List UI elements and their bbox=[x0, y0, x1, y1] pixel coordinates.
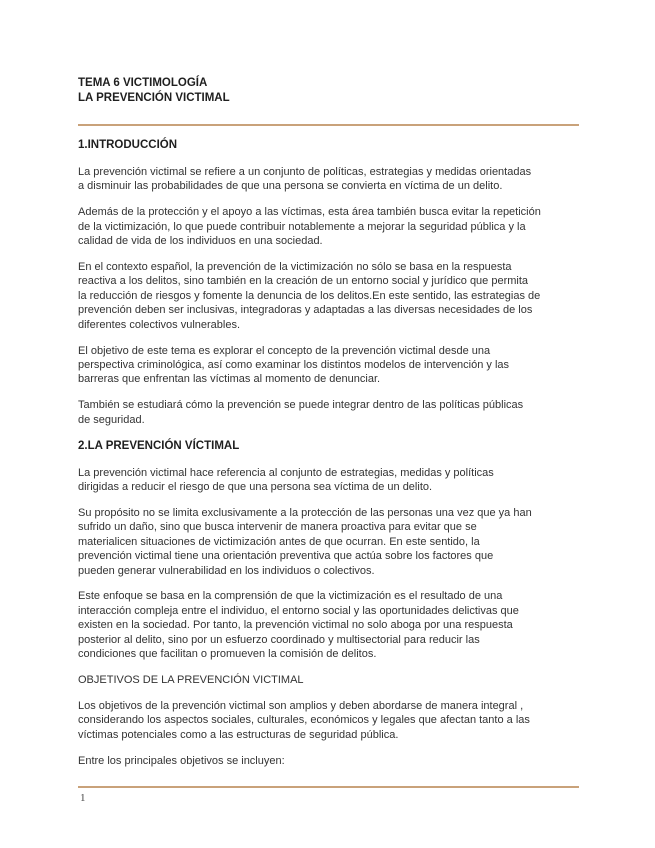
text-line: En el contexto español, la prevención de la victimización no sólo se basa en la respuesta bbox=[78, 261, 512, 274]
document-header bbox=[78, 76, 578, 106]
text-line: de seguridad. bbox=[78, 413, 145, 426]
text-line: sufrido un daño, sino que busca intervenir de manera proactiva para evitar que se bbox=[78, 521, 477, 534]
text-line: condiciones que facilitan o promueven la comisión de delitos. bbox=[78, 648, 377, 661]
text-line: diferentes colectivos vulnerables. bbox=[78, 318, 241, 331]
text-line: Los objetivos de la prevención victimal son amplios y deben abordarse de manera integral , bbox=[78, 699, 524, 712]
section-heading-introduccion: 1.INTRODUCCIÓN bbox=[78, 139, 178, 151]
text-line: Entre los principales objetivos se incluyen: bbox=[78, 754, 285, 767]
paragraph bbox=[78, 165, 579, 194]
text-line: prevención deben ser inclusivas, integradoras y adaptadas a las diversas necesidades de los bbox=[78, 304, 533, 317]
paragraph bbox=[78, 398, 579, 427]
paragraph bbox=[78, 506, 579, 578]
text-line: víctimas potenciales como a las estructuras de seguridad pública. bbox=[78, 728, 399, 741]
paragraph bbox=[78, 344, 579, 387]
text-line: La prevención victimal se refiere a un conjunto de políticas, estrategias y medidas orientadas bbox=[78, 166, 532, 178]
text-line: considerando los aspectos sociales, culturales, económicos y legales que afectan tanto a las bbox=[78, 714, 530, 727]
text-line: barreras que enfrentan las víctimas al momento de denunciar. bbox=[78, 373, 381, 386]
header-divider bbox=[78, 124, 579, 126]
text-line: existen en la sociedad. Por tanto, la prevención victimal no solo aboga por una respuesta bbox=[78, 619, 513, 632]
text-line: pueden generar vulnerabilidad en los individuos o colectivos. bbox=[78, 564, 375, 577]
text-line: materialicen situaciones de victimización antes de que ocurran. En este sentido, la bbox=[78, 535, 480, 548]
paragraph bbox=[78, 260, 579, 332]
text-line: interacción compleja entre el individuo, el entorno social y las oportunidades delictivas que bbox=[78, 604, 519, 617]
paragraph bbox=[78, 466, 579, 495]
text-line: de la victimización, lo que puede contribuir notablemente a mejorar la seguridad pública y la bbox=[78, 220, 526, 233]
text-line: reactiva a los delitos, sino también en la creación de un entorno social y jurídico que permita bbox=[78, 275, 529, 288]
text-line: El objetivo de este tema es explorar el concepto de la prevención victimal desde una bbox=[78, 344, 491, 357]
document-body bbox=[78, 138, 579, 780]
text-line: calidad de vida de los individuos en una sociedad. bbox=[78, 235, 323, 248]
paragraph bbox=[78, 205, 579, 248]
text-line: Este enfoque se basa en la comprensión de que la victimización es el resultado de una bbox=[78, 590, 503, 603]
document-title-line-2: LA PREVENCIÓN VICTIMAL bbox=[78, 92, 230, 104]
text-line: prevención victimal tiene una orientación preventiva que actúa sobre los factores que bbox=[78, 550, 494, 563]
text-line: La prevención victimal hace referencia al conjunto de estrategias, medidas y políticas bbox=[78, 466, 494, 479]
footer-divider bbox=[78, 786, 579, 788]
page-number: 1 bbox=[80, 792, 86, 804]
text-line: Su propósito no se limita exclusivamente a la protección de las personas una vez que ya han bbox=[78, 506, 532, 519]
subheading-objetivos: OBJETIVOS DE LA PREVENCIÓN VICTIMAL bbox=[78, 673, 304, 686]
text-line: posterior al delito, sino por un esfuerzo coordinado y multisectorial para reducir las bbox=[78, 633, 480, 646]
paragraph bbox=[78, 754, 579, 768]
text-line: Además de la protección y el apoyo a las víctimas, esta área también busca evitar la repetición bbox=[78, 206, 541, 219]
paragraph bbox=[78, 589, 579, 661]
text-line: perspectiva criminológica, así como examinar los distintos modelos de intervención y las bbox=[78, 358, 510, 371]
document-title-line-1: TEMA 6 VICTIMOLOGÍA bbox=[78, 77, 208, 89]
text-line: dirigidas a reducir el riesgo de que una persona sea víctima de un delito. bbox=[78, 481, 433, 493]
text-line: la reducción de riesgos y fomente la denuncia de los delitos.En este sentido, las estrategias de bbox=[78, 289, 541, 302]
text-line: a disminuir las probabilidades de que una persona se convierta en víctima de un delito. bbox=[78, 180, 503, 193]
paragraph bbox=[78, 699, 579, 742]
section-heading-prevencion-victimal: 2.LA PREVENCIÓN VÍCTIMAL bbox=[78, 439, 240, 452]
text-line: También se estudiará cómo la prevención se puede integrar dentro de las políticas públicas bbox=[78, 399, 524, 412]
